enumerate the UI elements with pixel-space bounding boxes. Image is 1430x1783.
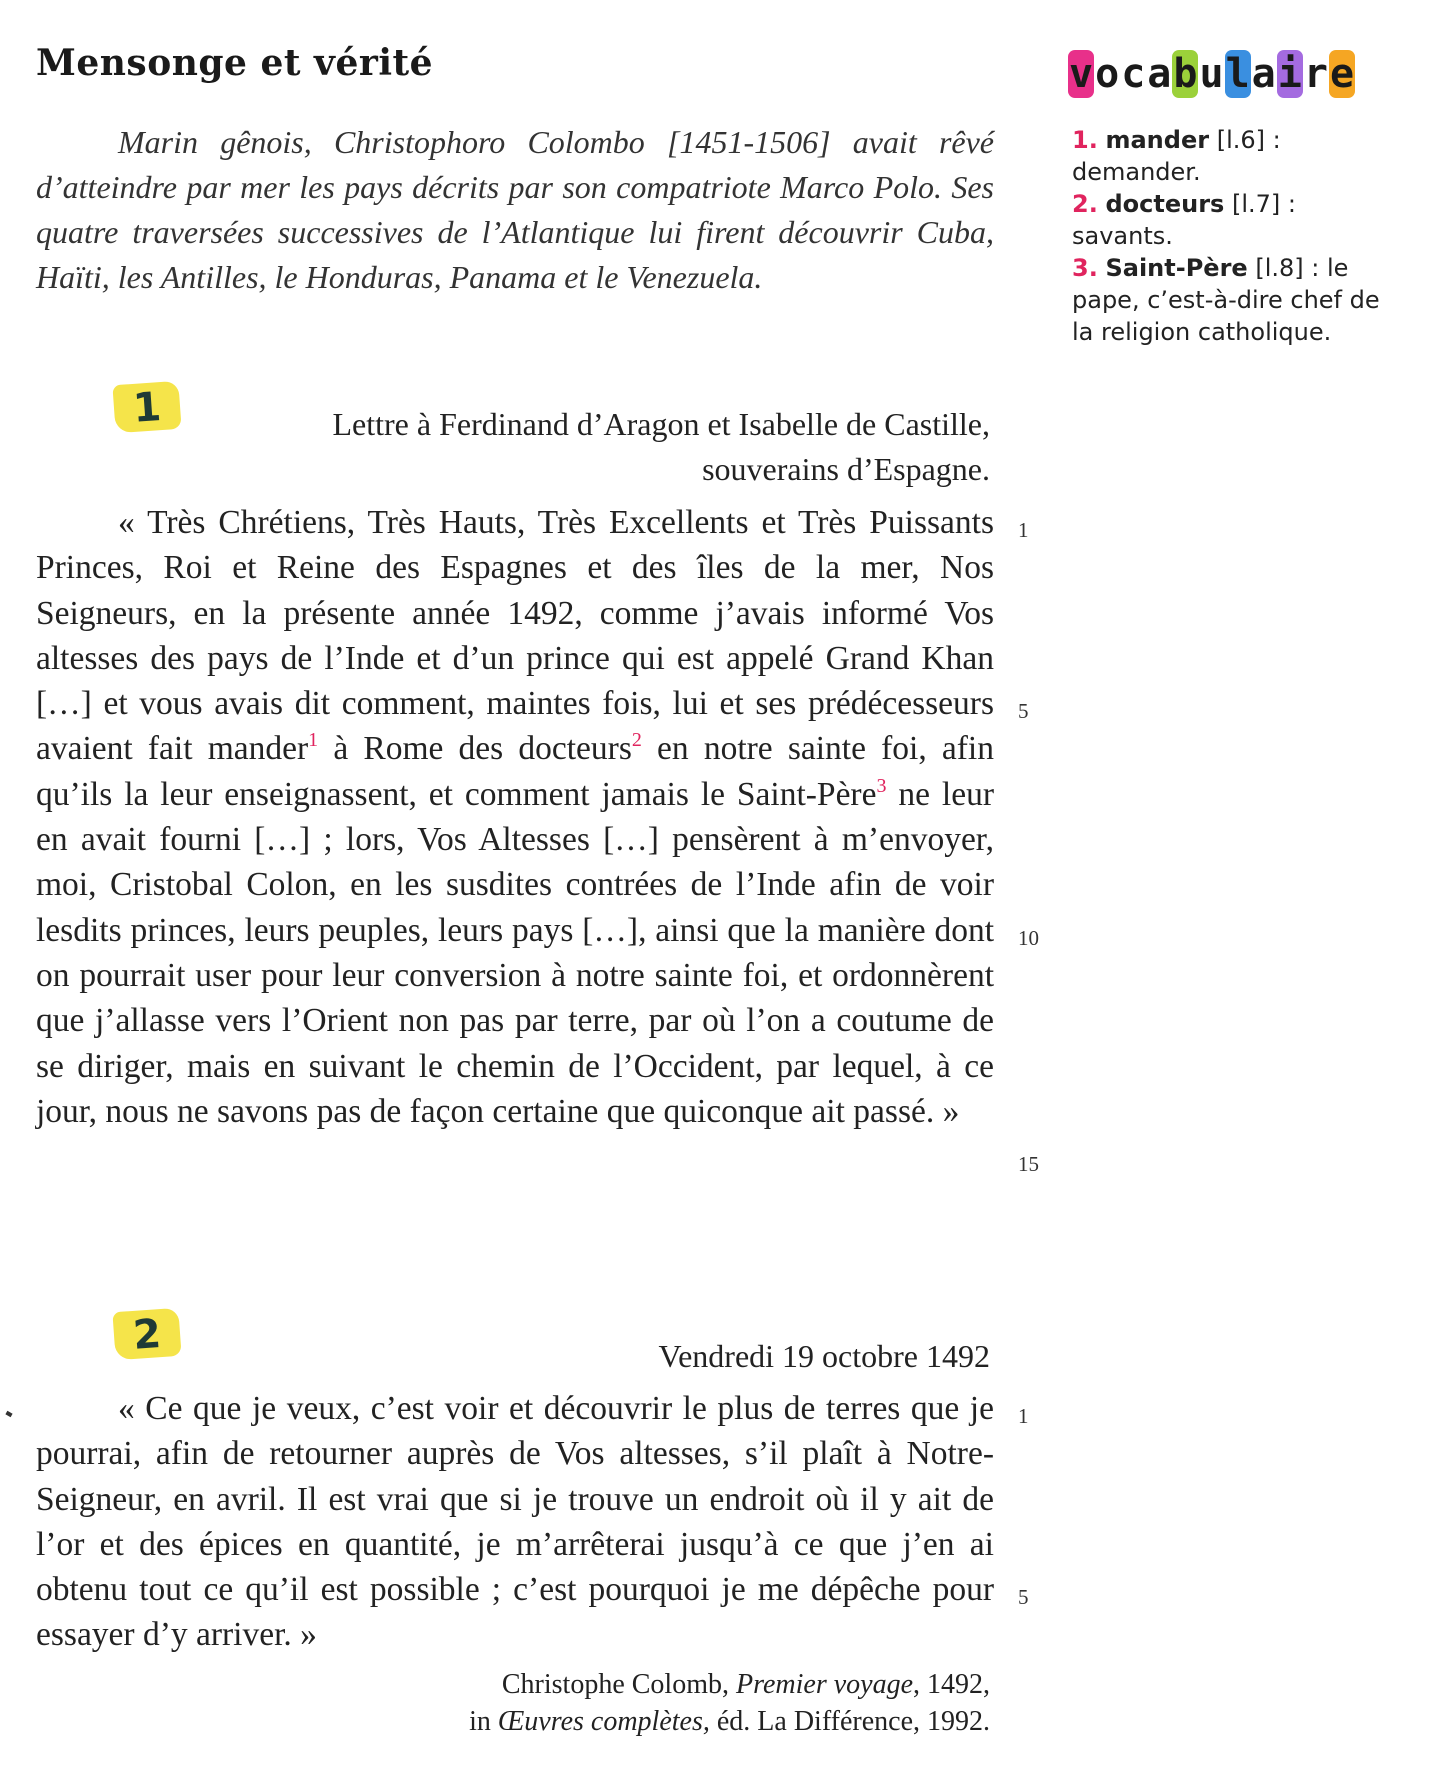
citation-in: in	[469, 1706, 498, 1737]
vocab-number: 2.	[1072, 190, 1098, 218]
vocab-definition: demander.	[1072, 158, 1201, 186]
vocab-ref: [l.7]	[1231, 190, 1281, 218]
vocab-title-letter: u	[1199, 51, 1224, 97]
citation-line-2	[469, 1703, 990, 1740]
vocab-title-letter: a	[1251, 51, 1276, 97]
text-span: ne leur en avait fourni […] ; lors, Vos Altesses […] pensèrent à m’envoyer, moi, Cristobal Colon, en les susdites contrées de l’Inde afin de voir lesdits princes, leurs peuples, leurs pays […], ainsi que la manière dont on pourrait user pour leur conversion à notre sainte foi, et ordonnèrent que j’allasse vers l’Orient non pas par terre, par où l’on a coutume de se diriger, mais en suivant le chemin de l’Occident, par lequel, à ce jour, nous ne savons pas de façon certaine que quiconque ait passé. »	[36, 775, 994, 1130]
citation-work: Premier voyage	[736, 1669, 913, 1700]
text-span: « Très Chrétiens, Très Hauts, Très Excellents et Très Puissants Princes, Roi et Reine des Espagnes et des îles de la mer, Nos Seigneurs, en la présente année 1492, comme j’avais informé Vos altesses des pays de l’Inde et d’un prince qui est appelé Grand Khan […] et vous avais dit comment, maintes fois, lui et ses prédécesseurs avaient fait mander	[36, 504, 994, 768]
vocab-term: Saint-Père	[1105, 254, 1248, 282]
heading-line: souverains d’Espagne.	[702, 451, 990, 487]
vocab-title-letter: l	[1225, 51, 1250, 97]
section-1-passage	[36, 500, 994, 1134]
citation-year: , 1492,	[913, 1669, 990, 1700]
vocab-title-letter: v	[1069, 51, 1094, 97]
footnote-marker-2: 2	[631, 729, 642, 752]
vocab-title-letter: a	[1147, 51, 1172, 97]
stray-mark	[5, 1411, 12, 1417]
footnote-marker-3: 3	[876, 774, 887, 797]
citation-collection: Œuvres complètes,	[497, 1706, 710, 1737]
vocabulary-list	[1072, 124, 1402, 348]
line-number: 10	[1018, 926, 1039, 950]
vocab-term: mander	[1105, 126, 1210, 154]
section-2-badge: 2	[112, 1308, 181, 1360]
section-1-heading	[190, 402, 990, 492]
citation-line-1	[469, 1666, 990, 1703]
vocab-title-letter: e	[1329, 51, 1355, 97]
intro-paragraph	[36, 120, 994, 300]
vocab-ref: [l.6]	[1216, 126, 1265, 154]
vocab-ref: [l.8]	[1255, 254, 1304, 282]
line-number: 1	[1018, 1404, 1029, 1428]
text-span: à Rome des docteurs	[318, 730, 632, 768]
vocab-number: 1.	[1072, 126, 1098, 154]
citation-author: Christophe Colomb,	[501, 1669, 736, 1700]
section-1-badge: 1	[112, 381, 181, 433]
vocab-title-letter: r	[1303, 51, 1328, 97]
vocab-title-letter: i	[1277, 51, 1302, 97]
vocab-number: 3.	[1072, 254, 1098, 282]
vocab-item-saint-pere: 3. Saint-Père [l.8] : le pape, c’est-à-dire chef de la religion catholique.	[1072, 254, 1380, 346]
vocab-item-docteurs: 2. docteurs [l.7] : savants.	[1072, 190, 1296, 250]
vocab-title-letter: o	[1095, 51, 1120, 97]
heading-line: Lettre à Ferdinand d’Aragon et Isabelle de Castille,	[332, 406, 990, 442]
vocab-title-letter: b	[1173, 51, 1198, 97]
line-number: 15	[1018, 1152, 1039, 1176]
vocabulary-title	[1068, 50, 1355, 98]
citation-edition: éd. La Différence, 1992.	[709, 1706, 990, 1737]
journal-text: « Ce que je veux, c’est voir et découvrir le plus de terres que je pourrai, afin de retourner auprès de Vos altesses, s’il plaît à Notre-Seigneur, en avril. Il est vrai que si je trouve un endroit où il y ait de l’or et des épices en quantité, je m’arrêterai jusqu’à ce que j’en ai obtenu tout ce qu’il est possible ; c’est pourquoi je me dépêche pour essayer d’y arriver. »	[36, 1390, 994, 1654]
footnote-marker-1: 1	[308, 729, 319, 752]
letter-text	[36, 500, 994, 1134]
vocab-definition: savants.	[1072, 222, 1173, 250]
vocab-term: docteurs	[1105, 190, 1225, 218]
vocab-definition: le pape, c’est-à-dire chef de la religion catholique.	[1072, 254, 1380, 346]
source-citation	[469, 1666, 990, 1740]
section-2-passage	[36, 1386, 994, 1658]
intro-text: Marin gênois, Christophoro Colombo [1451-1506] avait rêvé d’atteindre par mer les pays décrits par son compatriote Marco Polo. Ses quatre traversées successives de l’Atlantique lui firent découvrir Cuba, Haïti, les Antilles, le Honduras, Panama et le Venezuela.	[36, 124, 994, 295]
line-number: 1	[1018, 518, 1029, 542]
line-number: 5	[1018, 699, 1029, 723]
section-2-heading: Vendredi 19 octobre 1492	[658, 1338, 990, 1374]
vocab-item-mander: 1. mander [l.6] : demander.	[1072, 126, 1281, 186]
page-title: Mensonge et vérité	[36, 42, 434, 84]
line-number: 5	[1018, 1585, 1029, 1609]
vocab-title-letter: c	[1121, 51, 1146, 97]
text-span: en notre sainte foi, afin qu’ils la leur enseignassent, et comment jamais le Saint-Père	[36, 730, 994, 813]
